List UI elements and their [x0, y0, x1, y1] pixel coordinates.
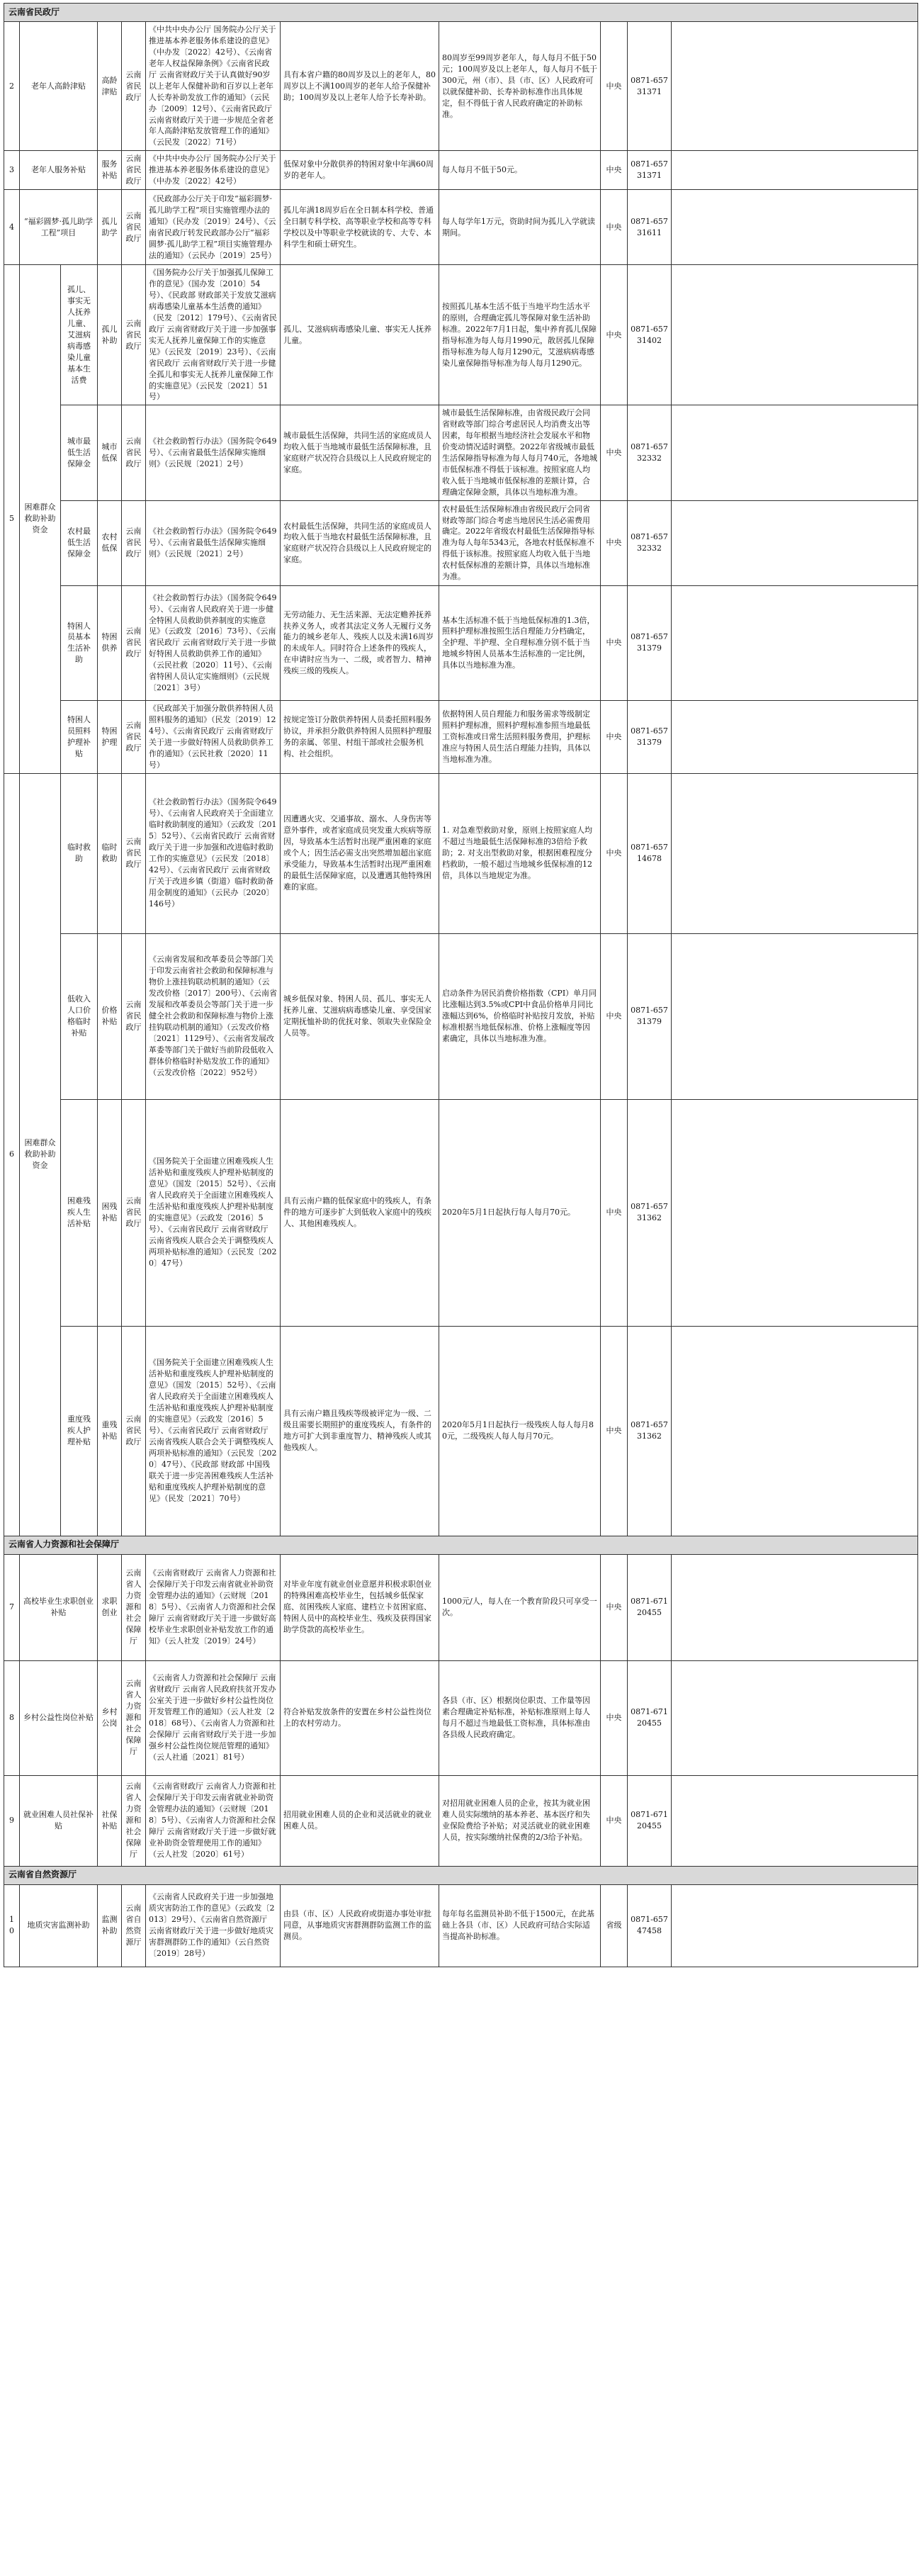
- funding-level: 中央: [601, 190, 628, 265]
- target-group: 由县（市、区）人民政府或街道办事处审批同意，从事地质灾害群测群防监测工作的监测员。: [281, 1884, 439, 1967]
- row-number: 5: [4, 265, 20, 773]
- funding-level: 省级: [601, 1884, 628, 1967]
- policy-documents: 《民政部关于加强分散供养特困人员照料服务的通知》（民发〔2019〕124号）、《云南省民政厅 云南省财政厅关于进一步做好特困人员救助供养工作的通知》（云民社救〔2020〕11号）: [146, 700, 281, 773]
- contact-phone: 0871-65731371: [628, 22, 672, 151]
- subsidy-standard: 基本生活标准不低于当地低保标准的1.3倍，照料护理标准按照生活自理能力分档确定，全护理、半护理、全自理标准分别不低于当地城乡特困人员基本生活标准的一定比例，具体以当地标准为准。: [439, 585, 601, 700]
- table-row: [4, 773, 918, 933]
- section-hr-social-security: 云南省人力资源和社会保障厅: [4, 1536, 918, 1554]
- department: 云南省民政厅: [122, 405, 146, 501]
- department: 云南省民政厅: [122, 1099, 146, 1326]
- department: 云南省自然资源厅: [122, 1884, 146, 1967]
- contact-phone: 0871-67120455: [628, 1660, 672, 1775]
- policy-documents: 《云南省人力资源和社会保障厅 云南省财政厅 云南省人民政府扶贫开发办公室关于进一步做好乡村公益性岗位开发管理工作的通知》（云人社发〔2018〕68号）、《云南省人力资源和社会保障厅 云南省财政厅关于进一步加强乡村公益性岗位规范管理的通知》（云人社通〔2021〕81号）: [146, 1660, 281, 1775]
- target-group: 具有云南户籍的低保家庭中的残疾人，有条件的地方可逐步扩大到低收入家庭中的残疾人、其他困难残疾人。: [281, 1099, 439, 1326]
- target-group: 具有本省户籍的80周岁及以上的老年人，80周岁以上不满100周岁的老年人给予保健补助；100周岁及以上老年人给予长寿补助。: [281, 22, 439, 151]
- remarks: [672, 700, 918, 773]
- row-number: 2: [4, 22, 20, 151]
- department: 云南省民政厅: [122, 1326, 146, 1536]
- funding-level: 中央: [601, 1554, 628, 1660]
- table-row: [4, 190, 918, 265]
- table-row: [4, 500, 918, 585]
- sub-item-name: 低收入人口价格临时补贴: [61, 933, 98, 1099]
- section-civil-affairs: 云南省民政厅: [4, 4, 918, 22]
- sub-name: 重残补贴: [98, 1326, 122, 1536]
- remarks: [672, 773, 918, 933]
- subsidy-standard: 2020年5月1日起执行一级残疾人每人每月80元，二级残疾人每人每月70元。: [439, 1326, 601, 1536]
- sub-name: 乡村公岗: [98, 1660, 122, 1775]
- department: 云南省民政厅: [122, 585, 146, 700]
- policy-documents: 《云南省发展和改革委员会等部门关于印发云南省社会救助和保障标准与物价上涨挂钩联动机制的通知》（云发改价格〔2017〕200号）、《云南省发展和改革委员会等部门关于进一步健全社会救助和保障标准与物价上涨挂钩联动机制的通知》（云发改价格〔2021〕1129号）、《云南省发展改革委等部门关于做好当前阶段低收入群体价格临时补贴发放工作的通知》（云发改价格〔2022〕952号）: [146, 933, 281, 1099]
- subsidy-standard: 按照孤儿基本生活不低于当地平均生活水平的原则，合理确定孤儿等保障对象生活补助标准。2022年7月1日起，集中养育孤儿保障指导标准为每人每月1990元，散居孤儿保障指导标准为每人每月1290元，艾滋病病毒感染儿童保障指导标准为每人每月1290元。: [439, 265, 601, 405]
- funding-level: 中央: [601, 1326, 628, 1536]
- subsidy-standard: 80周岁至99周岁老年人，每人每月不低于50元；100周岁及以上老年人，每人每月不低于300元，州（市）、县（市、区）人民政府可以就保健补助、长寿补助标准作出具体规定，但不得低于省人民政府确定的补助标准。: [439, 22, 601, 151]
- subsidy-standard: 每人每月不低于50元。: [439, 151, 601, 190]
- policy-documents: 《云南省人民政府关于进一步加强地质灾害防治工作的意见》（云政发〔2013〕29号）、《云南省自然资源厅 云南省财政厅关于进一步做好地质灾害群测群防工作的通知》（云自然资〔2019〕28号）: [146, 1884, 281, 1967]
- contact-phone: 0871-65714678: [628, 773, 672, 933]
- table-row: [4, 151, 918, 190]
- item-name: 老年人高龄津贴: [20, 22, 98, 151]
- sub-item-name: 困难残疾人生活补贴: [61, 1099, 98, 1326]
- section-header: [4, 4, 918, 22]
- department: 云南省人力资源和社会保障厅: [122, 1660, 146, 1775]
- funding-level: 中央: [601, 933, 628, 1099]
- table-row: [4, 933, 918, 1099]
- item-name: 地质灾害监测补助: [20, 1884, 98, 1967]
- contact-phone: 0871-65747458: [628, 1884, 672, 1967]
- policy-documents: 《中共中央办公厅 国务院办公厅关于推进基本养老服务体系建设的意见》（中办发〔2022〕42号）: [146, 151, 281, 190]
- policy-documents: 《国务院关于全面建立困难残疾人生活补贴和重度残疾人护理补贴制度的意见》（国发〔2015〕52号）、《云南省人民政府关于全面建立困难残疾人生活补贴和重度残疾人护理补贴制度的实施意见》（云政发〔2016〕5号）、《云南省民政厅 云南省财政厅 云南省残疾人联合会关于调整残疾人两项补贴标准的通知》（云民发〔2020〕47号）: [146, 1099, 281, 1326]
- funding-level: 中央: [601, 700, 628, 773]
- table-row: [4, 1660, 918, 1775]
- policy-documents: 《社会救助暂行办法》（国务院令649号）、《云南省最低生活保障实施细则》（云民规〔2021〕2号）: [146, 500, 281, 585]
- item-name: 困难群众救助补助资金: [20, 773, 61, 1536]
- remarks: [672, 1884, 918, 1967]
- table-row: [4, 265, 918, 405]
- policy-documents: 《国务院关于全面建立困难残疾人生活补贴和重度残疾人护理补贴制度的意见》（国发〔2015〕52号）、《云南省人民政府关于全面建立困难残疾人生活补贴和重度残疾人护理补贴制度的实施意见》（云政发〔2016〕5号）、《云南省民政厅 云南省财政厅 云南省残疾人联合会关于调整残疾人两项补贴标准的通知》（云民发〔2020〕47号）、《民政部 财政部 中国残联关于进一步完善困难残疾人生活补贴和重度残疾人护理补贴制度的意见》（民发〔2021〕70号）: [146, 1326, 281, 1536]
- subsidy-standard: 每年每名监测员补助不低于1500元，在此基础上各县（市、区）人民政府可结合实际适当提高补助标准。: [439, 1884, 601, 1967]
- sub-name: 求职创业: [98, 1554, 122, 1660]
- funding-level: 中央: [601, 265, 628, 405]
- funding-level: 中央: [601, 405, 628, 501]
- table-row: [4, 700, 918, 773]
- department: 云南省民政厅: [122, 265, 146, 405]
- subsidy-standard: 依据特困人员自理能力和服务需求等级制定照料护理标准，照料护理标准参照当地最低工资标准或日常生活照料服务费用，护理标准应与特困人员生活自理能力挂钩，具体以当地标准为准。: [439, 700, 601, 773]
- target-group: 对毕业年度有就业创业意愿并积极求职创业的特殊困难高校毕业生，包括城乡低保家庭、贫困残疾人家庭、建档立卡贫困家庭、特困人员中的高校毕业生、残疾及获得国家助学贷款的高校毕业生。: [281, 1554, 439, 1660]
- row-number: 8: [4, 1660, 20, 1775]
- funding-level: 中央: [601, 585, 628, 700]
- remarks: [672, 405, 918, 501]
- sub-name: 监测补助: [98, 1884, 122, 1967]
- subsidy-standard: 城市最低生活保障标准，由省级民政厅会同省财政等部门综合考虑居民人均消费支出等因素，每年根据当地经济社会发展水平和物价变动情况适时调整。2022年省级城市最低生活保障指导标准为每人每月740元，各地城市低保标准不得低于该标准。按照家庭人均收入低于当地城市低保标准的差额计算，合理确定保障金额，具体以当地标准为准。: [439, 405, 601, 501]
- contact-phone: 0871-65731611: [628, 190, 672, 265]
- subsidy-standard: 农村最低生活保障标准由省级民政厅会同省财政等部门综合考虑当地居民生活必需费用确定。2022年省级农村最低生活保障指导标准为每人每年5343元，各地农村低保标准不得低于该标准。按照家庭人均收入低于当地农村低保标准的差额计算，具体以当地标准为准。: [439, 500, 601, 585]
- subsidy-standard: 对招用就业困难人员的企业，按其为就业困难人员实际缴纳的基本养老、基本医疗和失业保险费给予补贴；对灵活就业的就业困难人员，按实际缴纳社保费的2/3给予补贴。: [439, 1775, 601, 1866]
- subsidy-standard: 启动条件为居民消费价格指数（CPI）单月同比涨幅达到3.5%或CPI中食品价格单月同比涨幅达到6%，价格临时补贴按月发放，补贴标准根据当地低保标准、价格上涨幅度等因素确定，具体以当地标准为准。: [439, 933, 601, 1099]
- target-group: 城市最低生活保障，共同生活的家庭成员人均收入低于当地城市最低生活保障标准，且家庭财产状况符合县级以上人民政府规定的家庭。: [281, 405, 439, 501]
- target-group: 农村最低生活保障，共同生活的家庭成员人均收入低于当地农村最低生活保障标准，且家庭财产状况符合县级以上人民政府规定的家庭。: [281, 500, 439, 585]
- contact-phone: 0871-65731362: [628, 1326, 672, 1536]
- policy-documents: 《中共中央办公厅 国务院办公厅关于推进基本养老服务体系建设的意见》（中办发〔2022〕42号）、《云南省老年人权益保障条例》《云南省民政厅 云南省财政厅关于认真做好90岁以上老年人保健补助和百岁以上老年人长寿补助发放工作的通知》（云民办〔2009〕12号）、《云南省民政厅 云南省财政厅关于进一步规范全省老年人高龄津贴发放管理工作的通知》（云民发〔2022〕71号）: [146, 22, 281, 151]
- sub-name: 高龄津贴: [98, 22, 122, 151]
- contact-phone: 0871-65732332: [628, 405, 672, 501]
- sub-name: 困残补贴: [98, 1099, 122, 1326]
- table-row: [4, 1326, 918, 1536]
- contact-phone: 0871-67120455: [628, 1554, 672, 1660]
- target-group: 孤儿、艾滋病病毒感染儿童、事实无人抚养儿童。: [281, 265, 439, 405]
- sub-name: 价格补贴: [98, 933, 122, 1099]
- sub-item-name: 农村最低生活保障金: [61, 500, 98, 585]
- policy-documents: 《国务院办公厅关于加强孤儿保障工作的意见》（国办发〔2010〕54号）、《民政部 财政部关于发放艾滋病病毒感染儿童基本生活费的通知》（民发〔2012〕179号）、《云南省民政厅 云南省财政厅关于进一步加强事实无人抚养儿童保障工作的实施意见》（云民发〔2019〕23号）、《云南省民政厅 云南省财政厅关于进一步健全孤儿和事实无人抚养儿童保障工作的实施意见》（云民发〔2021〕51号）: [146, 265, 281, 405]
- remarks: [672, 1326, 918, 1536]
- policy-documents: 《云南省财政厅 云南省人力资源和社会保障厅关于印发云南省就业补助资金管理办法的通知》（云财规〔2018〕5号）、《云南省人力资源和社会保障厅 云南省财政厅关于进一步做好高校毕业生求职创业补贴发放工作的通知》（云人社发〔2019〕24号）: [146, 1554, 281, 1660]
- item-name: 乡村公益性岗位补贴: [20, 1660, 98, 1775]
- row-number: 6: [4, 773, 20, 1536]
- target-group: 因遭遇火灾、交通事故、溺水、人身伤害等意外事件，或者家庭成员突发重大疾病等原因，导致基本生活暂时出现严重困难的家庭或个人；因生活必需支出突然增加超出家庭承受能力，导致基本生活暂时出现严重困难的最低生活保障家庭，以及遭遇其他特殊困难的家庭。: [281, 773, 439, 933]
- subsidy-standard: 各县（市、区）根据岗位职责、工作量等因素合理确定补贴标准，补贴标准原则上每人每月不超过当地最低工资标准，具体标准由各县级人民政府确定。: [439, 1660, 601, 1775]
- policy-documents: 《云南省财政厅 云南省人力资源和社会保障厅关于印发云南省就业补助资金管理办法的通知》（云财规〔2018〕5号）、《云南省人力资源和社会保障厅 云南省财政厅关于进一步做好就业补助资金管理使用工作的通知》（云人社发〔2020〕61号）: [146, 1775, 281, 1866]
- remarks: [672, 933, 918, 1099]
- policy-documents: 《社会救助暂行办法》（国务院令649号）、《云南省人民政府关于全面建立临时救助制度的通知》（云政发〔2015〕52号）、《云南省民政厅 云南省财政厅关于进一步加强和改进临时救助工作的实施意见》（云民发〔2018〕42号）、《云南省民政厅 云南省财政厅关于改进乡镇（街道）临时救助备用金制度的通知》（云民办〔2020〕146号）: [146, 773, 281, 933]
- remarks: [672, 500, 918, 585]
- table-row: [4, 22, 918, 151]
- remarks: [672, 151, 918, 190]
- subsidy-standard: 1000元/人，每人在一个教育阶段只可享受一次。: [439, 1554, 601, 1660]
- item-name: “福彩圆梦·孤儿助学工程”项目: [20, 190, 98, 265]
- sub-item-name: 临时救助: [61, 773, 98, 933]
- department: 云南省民政厅: [122, 773, 146, 933]
- table-row: [4, 585, 918, 700]
- remarks: [672, 265, 918, 405]
- department: 云南省民政厅: [122, 933, 146, 1099]
- sub-item-name: 孤儿、事实无人抚养儿童、艾滋病病毒感染儿童基本生活费: [61, 265, 98, 405]
- target-group: 招用就业困难人员的企业和灵活就业的就业困难人员。: [281, 1775, 439, 1866]
- contact-phone: 0871-65731362: [628, 1099, 672, 1326]
- sub-name: 孤儿补助: [98, 265, 122, 405]
- row-number: 4: [4, 190, 20, 265]
- remarks: [672, 585, 918, 700]
- section-header: [4, 1866, 918, 1884]
- sub-item-name: 城市最低生活保障金: [61, 405, 98, 501]
- target-group: 城乡低保对象、特困人员、孤儿、事实无人抚养儿童、艾滋病病毒感染儿童、享受国家定期抚恤补助的优抚对象、领取失业保险金人员等。: [281, 933, 439, 1099]
- section-header: [4, 1536, 918, 1554]
- table-row: [4, 405, 918, 501]
- sub-name: 社保补贴: [98, 1775, 122, 1866]
- row-number: 10: [4, 1884, 20, 1967]
- funding-level: 中央: [601, 1099, 628, 1326]
- row-number: 7: [4, 1554, 20, 1660]
- sub-item-name: 特困人员照料护理补贴: [61, 700, 98, 773]
- contact-phone: 0871-65732332: [628, 500, 672, 585]
- funding-level: 中央: [601, 1775, 628, 1866]
- policy-documents: 《民政部办公厅关于印发“福彩圆梦·孤儿助学工程”项目实施管理办法的通知》（民办发〔2019〕24号）、《云南省民政厅转发民政部办公厅“福彩圆梦·孤儿助学工程”项目实施管理办法的通知》（云民办〔2019〕25号）: [146, 190, 281, 265]
- funding-level: 中央: [601, 151, 628, 190]
- department: 云南省民政厅: [122, 500, 146, 585]
- target-group: 按规定签订分散供养特困人员委托照料服务协议，并承担分散供养特困人员照料护理服务的亲属、邻里、村组干部或社会服务机构、社会组织。: [281, 700, 439, 773]
- funding-level: 中央: [601, 22, 628, 151]
- funding-level: 中央: [601, 1660, 628, 1775]
- table-row: [4, 1884, 918, 1967]
- contact-phone: 0871-65731402: [628, 265, 672, 405]
- table-row: [4, 1775, 918, 1866]
- subsidy-standard: 1. 对急难型救助对象，原则上按照家庭人均不超过当地最低生活保障标准的3倍给予救助；2. 对支出型救助对象，根据困难程度分档救助，一般不超过当地城乡低保标准的12倍，具体以当地规定为准。: [439, 773, 601, 933]
- department: 云南省民政厅: [122, 190, 146, 265]
- department: 云南省人力资源和社会保障厅: [122, 1775, 146, 1866]
- contact-phone: 0871-65731371: [628, 151, 672, 190]
- sub-name: 临时救助: [98, 773, 122, 933]
- contact-phone: 0871-65731379: [628, 933, 672, 1099]
- table-row: [4, 1099, 918, 1326]
- sub-name: 农村低保: [98, 500, 122, 585]
- department: 云南省人力资源和社会保障厅: [122, 1554, 146, 1660]
- target-group: 无劳动能力、无生活来源、无法定赡养抚养扶养义务人，或者其法定义务人无履行义务能力的城乡老年人、残疾人以及未满16周岁的未成年人。同时符合上述条件的残疾人，在申请时应当为一、二级，或者智力、精神残疾三级的残疾人。: [281, 585, 439, 700]
- sub-name: 孤儿助学: [98, 190, 122, 265]
- target-group: 具有云南户籍且残疾等级被评定为一级、二级且需要长期照护的重度残疾人，有条件的地方可扩大到非重度智力、精神残疾人或其他残疾人。: [281, 1326, 439, 1536]
- table-row: [4, 1554, 918, 1660]
- section-natural-resources: 云南省自然资源厅: [4, 1866, 918, 1884]
- target-group: 符合补贴发放条件的安置在乡村公益性岗位上的农村劳动力。: [281, 1660, 439, 1775]
- sub-name: 特困护理: [98, 700, 122, 773]
- item-name: 老年人服务补贴: [20, 151, 98, 190]
- target-group: 低保对象中分散供养的特困对象中年满60周岁的老年人。: [281, 151, 439, 190]
- item-name: 就业困难人员社保补贴: [20, 1775, 98, 1866]
- remarks: [672, 1099, 918, 1326]
- policy-documents: 《社会救助暂行办法》（国务院令649号）、《云南省最低生活保障实施细则》（云民规〔2021〕2号）: [146, 405, 281, 501]
- contact-phone: 0871-67120455: [628, 1775, 672, 1866]
- contact-phone: 0871-65731379: [628, 585, 672, 700]
- row-number: 9: [4, 1775, 20, 1866]
- remarks: [672, 1660, 918, 1775]
- sub-name: 服务补贴: [98, 151, 122, 190]
- contact-phone: 0871-65731379: [628, 700, 672, 773]
- subsidy-standard: 每人每学年1万元，资助时间为孤儿入学就读期间。: [439, 190, 601, 265]
- department: 云南省民政厅: [122, 22, 146, 151]
- item-name: 高校毕业生求职创业补贴: [20, 1554, 98, 1660]
- funding-level: 中央: [601, 773, 628, 933]
- remarks: [672, 1775, 918, 1866]
- funding-level: 中央: [601, 500, 628, 585]
- sub-item-name: 重度残疾人护理补贴: [61, 1326, 98, 1536]
- remarks: [672, 1554, 918, 1660]
- department: 云南省民政厅: [122, 151, 146, 190]
- row-number: 3: [4, 151, 20, 190]
- target-group: 孤儿年满18周岁后在全日制本科学校、普通全日制专科学校、高等职业学校和高等专科学校以及中等职业学校就读的专、大专、本科学生和硕士研究生。: [281, 190, 439, 265]
- sub-name: 特困供养: [98, 585, 122, 700]
- remarks: [672, 190, 918, 265]
- subsidy-table: [4, 3, 918, 1967]
- department: 云南省民政厅: [122, 700, 146, 773]
- remarks: [672, 22, 918, 151]
- subsidy-standard: 2020年5月1日起执行每人每月70元。: [439, 1099, 601, 1326]
- sub-name: 城市低保: [98, 405, 122, 501]
- policy-documents: 《社会救助暂行办法》（国务院令649号）、《云南省人民政府关于进一步健全特困人员救助供养制度的实施意见》（云政发〔2016〕73号）、《云南省民政厅 云南省财政厅关于进一步做好特困人员救助供养工作的通知》（云民社救〔2020〕11号）、《云南省特困人员认定实施细则》（云民规〔2021〕3号）: [146, 585, 281, 700]
- item-name: 困难群众救助补助资金: [20, 265, 61, 773]
- sub-item-name: 特困人员基本生活补助: [61, 585, 98, 700]
